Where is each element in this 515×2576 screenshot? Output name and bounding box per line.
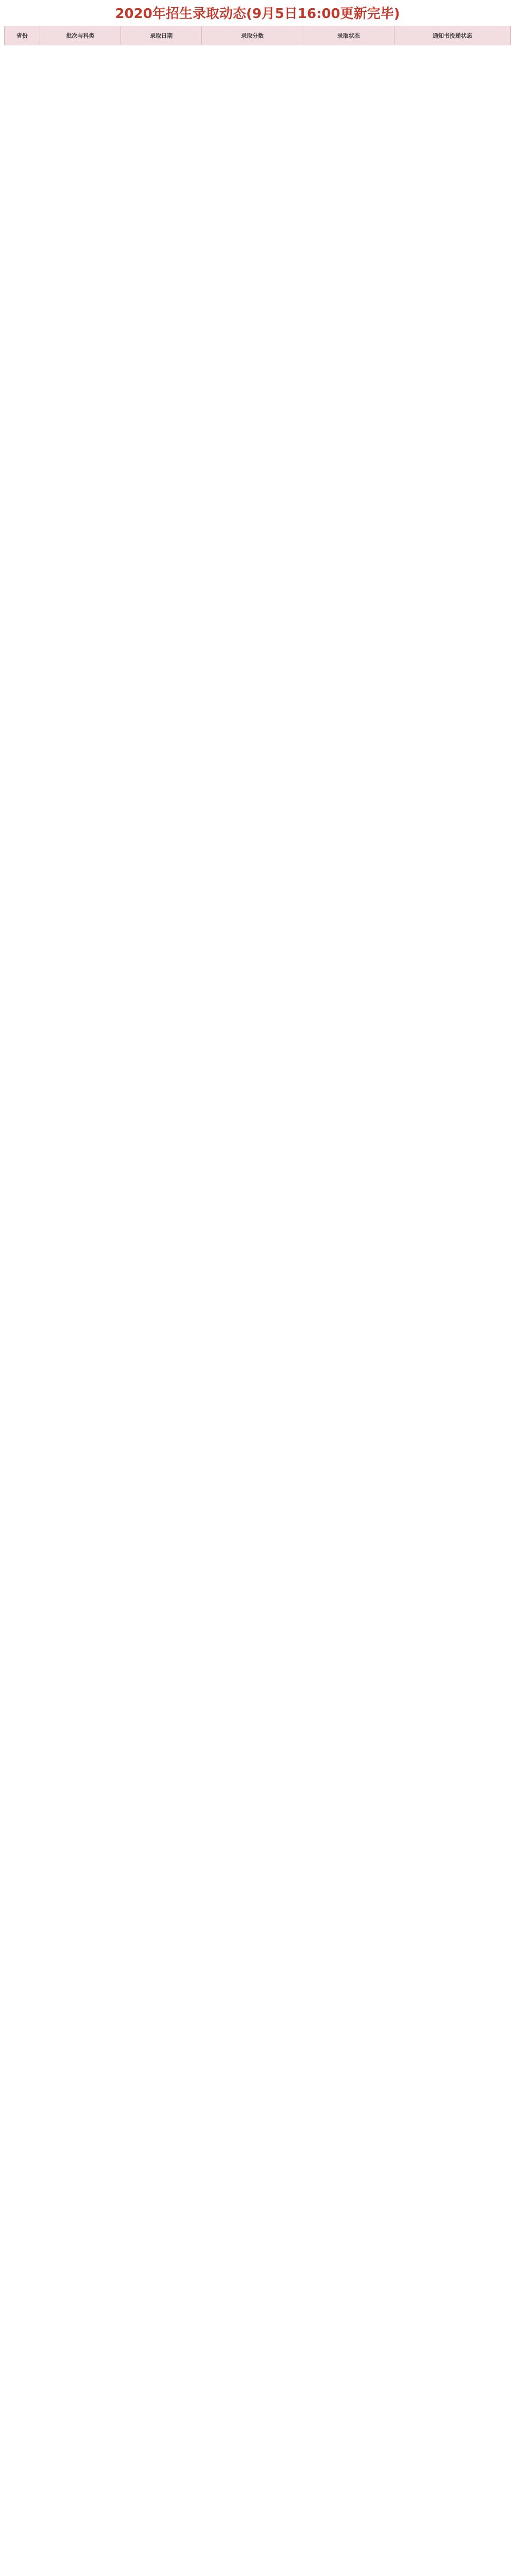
page [0,0,515,58]
header-status: 录取状态 [303,26,394,45]
table-header-row [5,26,511,45]
header-notice: 通知书投递状态 [394,26,510,45]
header-batch: 批次与科类 [40,26,121,45]
header-date: 录取日期 [121,26,202,45]
header-province: 省份 [5,26,40,45]
header-score: 录取分数 [202,26,303,45]
page-title: 2020年招生录取动态(9月5日16:00更新完毕) [115,6,400,22]
admission-table [4,26,511,45]
